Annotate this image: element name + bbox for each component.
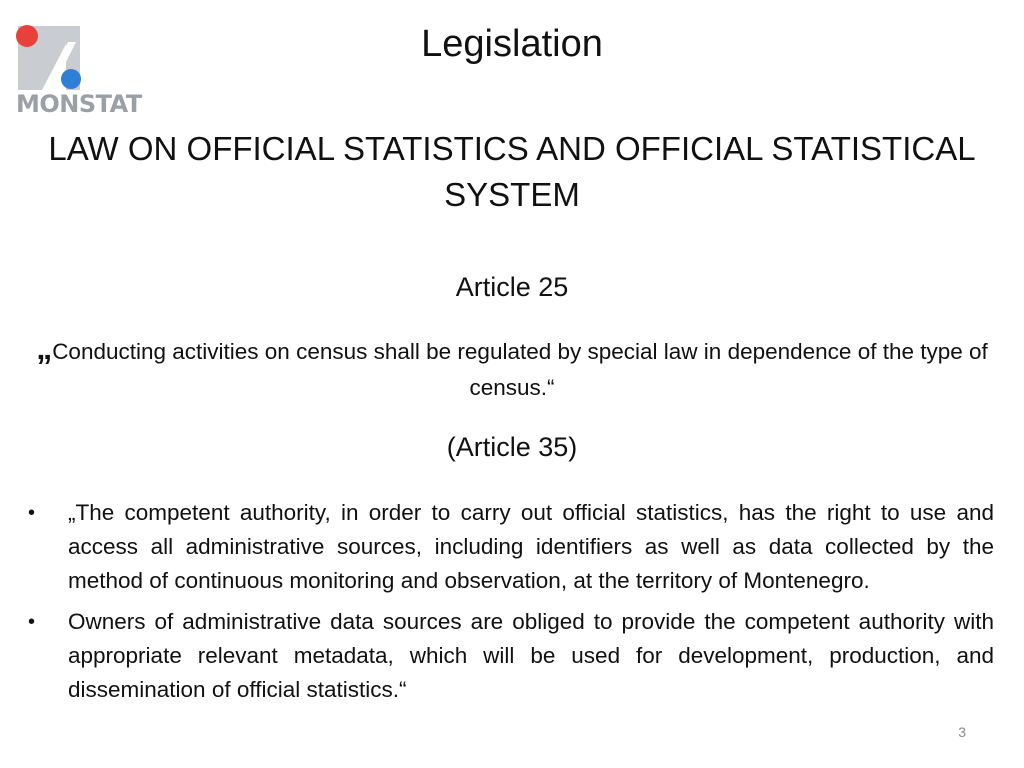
quote-open-mark: „ <box>36 330 53 366</box>
list-item <box>26 496 994 598</box>
bullet-icon: • <box>28 611 36 633</box>
list-item <box>26 605 994 707</box>
logo-text: MONSTAT <box>16 90 142 118</box>
bullet-list <box>26 496 994 714</box>
bullet-text: Owners of administrative data sources are obliged to provide the competent authority with appropriate relevant metadata, which will be used for development, production, and dissemination of official statistics.“ <box>68 609 994 702</box>
bullet-icon: • <box>28 502 36 524</box>
article-25-quote <box>36 330 988 406</box>
law-title: LAW ON OFFICIAL STATISTICS AND OFFICIAL STATISTICAL SYSTEM <box>48 130 976 213</box>
logo-blue-dot <box>61 69 81 89</box>
quote-text: Conducting activities on census shall be regulated by special law in dependence of the type of census.“ <box>52 339 988 400</box>
article-25-label: Article 25 <box>455 272 569 302</box>
bullet-text: „The competent authority, in order to carry out official statistics, has the right to use and access all administrative sources, including identifiers as well as data collected by the method of continuous monitoring and observation, at the territory of Montenegro. <box>68 500 994 593</box>
slide-number: 3 <box>958 724 966 740</box>
article-35-label: (Article 35) <box>446 432 578 462</box>
slide-title: Legislation <box>421 23 603 65</box>
